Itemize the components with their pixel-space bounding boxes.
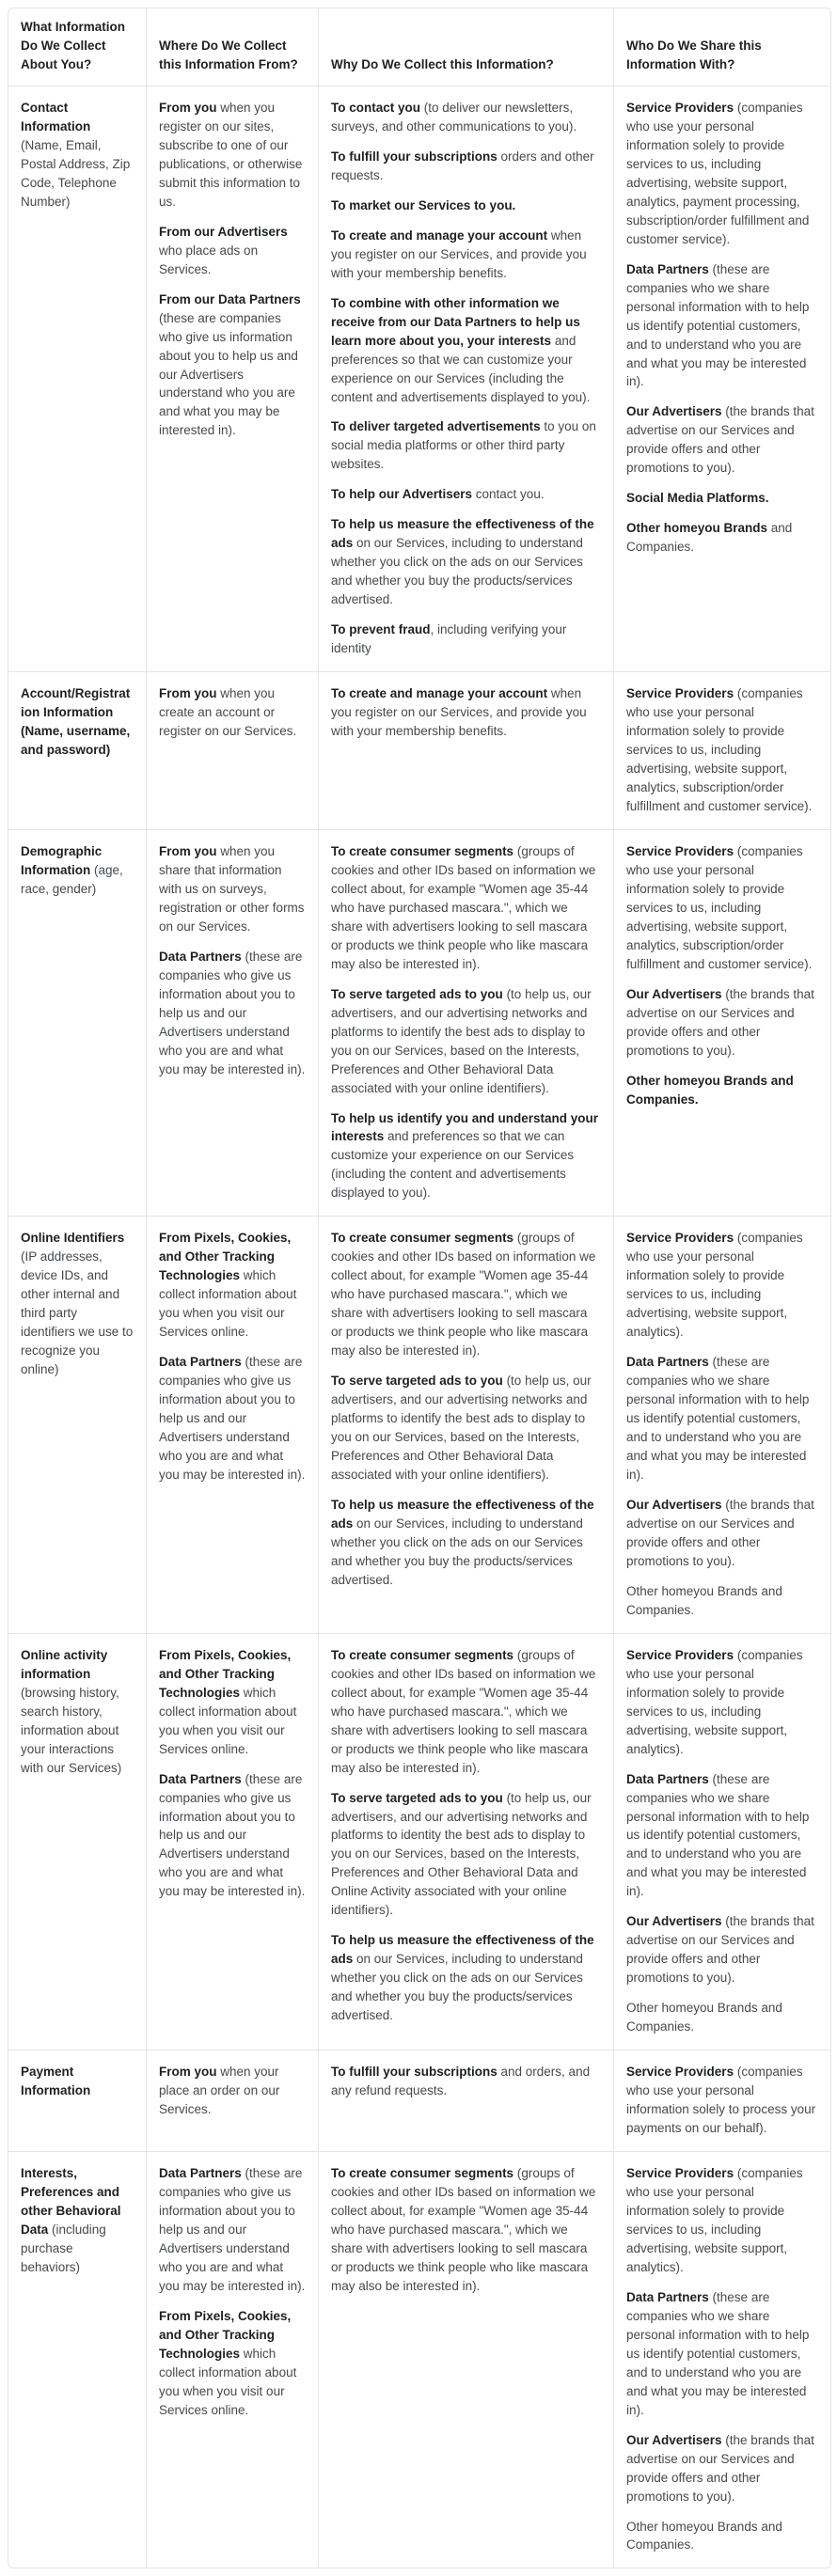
bold-text: Other homeyou Brands	[626, 521, 768, 536]
regular-text: (to deliver our newsletters, surveys, and other communications to you).	[331, 100, 577, 134]
regular-text: (these are companies who give us information about you to help us and our Advertisers understand who you are and what you may be interested in).	[159, 310, 298, 438]
bold-text: To create consumer segments	[331, 1647, 514, 1662]
table-cell-what	[8, 2050, 147, 2152]
regular-text: (the brands that advertise on our Services and provide offers and other promotions to you).	[626, 1497, 814, 1568]
regular-text: and preferences so that we can customize your experience on our Services (including the content and advertisements displayed to you).	[331, 333, 591, 404]
cell-paragraph	[626, 402, 818, 478]
regular-text: (these are companies who we share personal information with to help us identify potential customers, and to understand who you are and what you may be interested in).	[626, 2289, 810, 2417]
regular-text: which collect information about you when you visit our Services online.	[159, 2346, 297, 2417]
regular-text: (the brands that advertise on our Services and provide offers and other promotions to you).	[626, 986, 814, 1058]
bold-text: To serve targeted ads to you	[331, 1374, 503, 1389]
regular-text: (these are companies who we share personal information with to help us identify potential customers, and to understand who you are and what you may be interested in).	[626, 1355, 810, 1482]
cell-paragraph	[331, 294, 601, 407]
regular-text: (these are companies who give us information about you to help us and our Advertisers understand who you are and what you may be interested in).	[159, 2166, 306, 2293]
cell-paragraph	[331, 1931, 601, 2025]
bold-text: From you	[159, 100, 217, 115]
column-header-where: Where Do We Collect this Information From?	[147, 8, 319, 86]
cell-paragraph	[331, 485, 601, 504]
cell-paragraph	[159, 99, 306, 212]
table-row-online-identifiers	[8, 1217, 830, 1633]
table-row-account-registration-information	[8, 672, 830, 830]
cell-paragraph	[159, 1229, 306, 1342]
regular-text: (companies who use your personal information solely to provide services to us, including advertising, website support, analytics, subscription/order fulfillment and customer service).	[626, 843, 813, 971]
table-cell-what	[8, 1634, 147, 2050]
bold-text: Data Partners	[159, 949, 242, 964]
regular-text: (the brands that advertise on our Services and provide offers and other promotions to you).	[626, 2432, 814, 2504]
cell-paragraph	[626, 842, 818, 974]
regular-text: which collect information about you when you visit our Services online.	[159, 1685, 297, 1756]
bold-text: To help us identify you and understand your interests	[331, 1110, 599, 1144]
bold-text: Account/Registration Information (Name, username, and password)	[21, 686, 131, 758]
table-row-demographic-information	[8, 830, 830, 1217]
table-cell-what	[8, 86, 147, 672]
bold-text: From Pixels, Cookies, and Other Tracking Technologies	[159, 1647, 292, 1700]
cell-paragraph	[159, 948, 306, 1079]
cell-paragraph	[626, 1646, 818, 1759]
bold-text: To fulfill your subscriptions	[331, 2065, 497, 2080]
regular-text: (to help us, our advertisers, and our advertising networks and platforms to identify the best ads to display to you on our Services, based on the Interests, Preferences and Other Behavioral Data associated with your online identifiers).	[331, 1374, 592, 1482]
table-cell-what	[8, 2152, 147, 2568]
bold-text: Service Providers	[626, 1231, 734, 1246]
cell-paragraph	[21, 2164, 134, 2277]
table-cell-who	[614, 1634, 830, 2050]
cell-paragraph	[159, 2164, 306, 2296]
bold-text: Service Providers	[626, 2065, 734, 2080]
bold-text: Data Partners	[159, 1771, 242, 1786]
bold-text: From Pixels, Cookies, and Other Tracking Technologies	[159, 1231, 292, 1283]
cell-paragraph	[21, 2063, 134, 2100]
regular-text: (the brands that advertise on our Services and provide offers and other promotions to you).	[626, 1914, 814, 1986]
cell-paragraph	[331, 2164, 601, 2296]
table-cell-why	[319, 672, 614, 830]
cell-paragraph	[331, 842, 601, 974]
regular-text: (including purchase behaviors)	[21, 2222, 106, 2274]
cell-paragraph	[159, 2307, 306, 2420]
regular-text: when you register on our Services, and provide you with your membership benefits.	[331, 686, 587, 739]
table-cell-who	[614, 672, 830, 830]
bold-text: To market our Services to you.	[331, 197, 516, 212]
column-header-why: Why Do We Collect this Information?	[319, 8, 614, 86]
regular-text: , including verifying your identity	[331, 622, 567, 656]
bold-text: Social Media Platforms.	[626, 491, 769, 506]
bold-text: To combine with other information we receive from our Data Partners to help us learn more about you, your interests	[331, 295, 580, 348]
header-row	[8, 8, 830, 86]
cell-paragraph	[331, 515, 601, 609]
table-cell-where	[147, 1634, 319, 2050]
regular-text: (Name, Email, Postal Address, Zip Code, Telephone Number)	[21, 137, 131, 209]
data-collection-table	[8, 8, 831, 2568]
regular-text: (groups of cookies and other IDs based on information we collect about, for example "Women age 35-44 who have purchased mascara.", which we share with advertisers looking to sell mascara or products we think people who like mascara may also be interested in).	[331, 843, 596, 971]
table-cell-where	[147, 86, 319, 672]
regular-text: (groups of cookies and other IDs based on information we collect about, for example "Women age 35-44 who have purchased mascara.", which we share with advertisers looking to sell mascara or products we think people who like mascara may also be interested in).	[331, 2166, 596, 2293]
table-cell-where	[147, 2152, 319, 2568]
regular-text: when your place an order on our Services.	[159, 2065, 280, 2117]
table-cell-why	[319, 1217, 614, 1633]
cell-paragraph	[626, 1912, 818, 1987]
table-header	[8, 8, 830, 86]
bold-text: Data Partners	[159, 2166, 242, 2181]
regular-text: which collect information about you when you visit our Services online.	[159, 1268, 297, 1340]
cell-paragraph	[626, 2288, 818, 2420]
regular-text: on our Services, including to understand whether you click on the ads on our Services and whether you buy the products/services advertised.	[331, 1516, 583, 1587]
bold-text: To create consumer segments	[331, 2166, 514, 2181]
table-cell-where	[147, 2050, 319, 2152]
cell-paragraph	[626, 99, 818, 249]
table-row-payment-information	[8, 2050, 830, 2152]
cell-paragraph	[331, 1109, 601, 1203]
cell-paragraph	[331, 1496, 601, 1590]
regular-text: when you create an account or register on our Services.	[159, 686, 297, 739]
bold-text: Data Partners	[626, 1355, 709, 1370]
bold-text: Service Providers	[626, 686, 734, 701]
regular-text: (companies who use your personal information solely to provide services to us, including advertising, website support, analytics, payment processing, subscription/order fulfillment and customer service).	[626, 100, 810, 246]
regular-text: and preferences so that we can customize your experience on our Services (including the content and advertisements displayed to you).	[331, 1129, 575, 1201]
table-cell-why	[319, 830, 614, 1217]
bold-text: To create and manage your account	[331, 686, 548, 701]
bold-text: Payment Information	[21, 2065, 91, 2098]
cell-paragraph	[21, 842, 134, 899]
cell-paragraph	[331, 620, 601, 658]
cell-paragraph	[626, 489, 818, 508]
table-cell-why	[319, 2152, 614, 2568]
regular-text: (these are companies who we share personal information with to help us identify potential customers, and to understand who you are and what you may be interested in).	[626, 1771, 810, 1899]
table-row-interests-preferences-behavioral-data	[8, 2152, 830, 2568]
regular-text: contact you.	[472, 487, 545, 502]
cell-paragraph	[626, 985, 818, 1060]
bold-text: To serve targeted ads to you	[331, 1790, 503, 1805]
regular-text: (the brands that advertise on our Services and provide offers and other promotions to you).	[626, 404, 814, 476]
bold-text: To create and manage your account	[331, 228, 548, 243]
cell-paragraph	[626, 2063, 818, 2138]
bold-text: From our Advertisers	[159, 224, 288, 239]
cell-paragraph	[626, 2164, 818, 2277]
bold-text: Online activity information	[21, 1647, 108, 1681]
cell-paragraph	[159, 291, 306, 441]
regular-text: (companies who use your personal information solely to provide services to us, including advertising, website support, analytics).	[626, 1647, 803, 1756]
regular-text: and Companies.	[626, 521, 793, 555]
table-cell-what	[8, 672, 147, 830]
cell-paragraph	[626, 1353, 818, 1484]
cell-paragraph	[331, 99, 601, 136]
bold-text: Service Providers	[626, 100, 734, 115]
bold-text: Online Identifiers	[21, 1231, 125, 1246]
bold-text: From you	[159, 2065, 217, 2080]
bold-text: Other homeyou Brands and Companies.	[626, 1073, 794, 1107]
regular-text: (to help us, our advertisers, and our advertising networks and platforms to identity the best ads to display to you on our Services, based on the Interests, Preferences and Other Behavioral Data and Online Activity associated with your online identifiers).	[331, 1790, 592, 1918]
cell-paragraph	[626, 1229, 818, 1342]
regular-text: Other homeyou Brands and Companies.	[626, 1583, 782, 1617]
table-cell-what	[8, 1217, 147, 1633]
regular-text: on our Services, including to understand whether you click on the ads on our Services and whether you buy the products/services advertised.	[331, 1952, 583, 2023]
bold-text: Interests, Preferences and other Behavioral Data	[21, 2166, 121, 2237]
bold-text: Our Advertisers	[626, 986, 722, 1001]
bold-text: Service Providers	[626, 843, 734, 858]
bold-text: To create consumer segments	[331, 1231, 514, 1246]
regular-text: (these are companies who give us information about you to help us and our Advertisers understand who you are and what you may be interested in).	[159, 949, 306, 1076]
regular-text: (browsing history, search history, information about your interactions with our Services)	[21, 1685, 122, 1775]
table-cell-what	[8, 830, 147, 1217]
cell-paragraph	[159, 1770, 306, 1902]
cell-paragraph	[21, 1229, 134, 1379]
cell-paragraph	[626, 260, 818, 392]
table-cell-why	[319, 86, 614, 672]
regular-text: (companies who use your personal information solely to provide services to us, including advertising, website support, analytics).	[626, 1231, 803, 1340]
cell-paragraph	[626, 2518, 818, 2555]
bold-text: To deliver targeted advertisements	[331, 419, 541, 434]
cell-paragraph	[159, 842, 306, 936]
regular-text: (companies who use your personal information solely to provide services to us, including advertising, website support, analytics).	[626, 2166, 803, 2274]
cell-paragraph	[331, 196, 601, 215]
cell-paragraph	[626, 684, 818, 816]
cell-paragraph	[331, 227, 601, 283]
regular-text: (companies who use your personal information solely to process your payments on our behalf).	[626, 2065, 816, 2136]
bold-text: Service Providers	[626, 2166, 734, 2181]
regular-text: who place ads on Services.	[159, 243, 259, 276]
column-header-who: Who Do We Share this Information With?	[614, 8, 830, 86]
cell-paragraph	[159, 223, 306, 279]
regular-text: Other homeyou Brands and Companies.	[626, 2001, 782, 2034]
bold-text: Our Advertisers	[626, 1497, 722, 1512]
bold-text: Contact Information	[21, 100, 91, 134]
table-cell-where	[147, 830, 319, 1217]
bold-text: Our Advertisers	[626, 2432, 722, 2447]
regular-text: (these are companies who give us information about you to help us and our Advertisers understand who you are and what you may be interested in).	[159, 1771, 306, 1899]
regular-text: (IP addresses, device IDs, and other internal and third party identifiers we use to recognize you online)	[21, 1249, 134, 1377]
bold-text: Our Advertisers	[626, 404, 722, 419]
bold-text: From our Data Partners	[159, 291, 301, 306]
regular-text: (these are companies who give us information about you to help us and our Advertisers understand who you are and what you may be interested in).	[159, 1355, 306, 1482]
bold-text: From you	[159, 686, 217, 701]
bold-text: Demographic Information	[21, 843, 103, 877]
bold-text: To help our Advertisers	[331, 487, 473, 502]
regular-text: orders and other requests.	[331, 149, 594, 182]
regular-text: on our Services, including to understand whether you click on the ads on our Services and whether you buy the products/services advertised.	[331, 536, 583, 607]
bold-text: Our Advertisers	[626, 1914, 722, 1929]
cell-paragraph	[626, 519, 818, 557]
regular-text: when you register on our Services, and provide you with your membership benefits.	[331, 228, 587, 280]
cell-paragraph	[331, 1372, 601, 1484]
cell-paragraph	[626, 1496, 818, 1571]
cell-paragraph	[626, 1999, 818, 2036]
table-cell-where	[147, 1217, 319, 1633]
regular-text: Other homeyou Brands and Companies.	[626, 2519, 782, 2552]
bold-text: Service Providers	[626, 1647, 734, 1662]
bold-text: To contact you	[331, 100, 421, 115]
bold-text: To help us measure the effectiveness of the ads	[331, 517, 594, 551]
table-cell-who	[614, 2152, 830, 2568]
bold-text: To prevent fraud	[331, 622, 431, 637]
bold-text: To serve targeted ads to you	[331, 986, 503, 1001]
cell-paragraph	[331, 1789, 601, 1921]
cell-paragraph	[21, 1646, 134, 1778]
cell-paragraph	[331, 148, 601, 185]
cell-paragraph	[331, 985, 601, 1098]
table-cell-where	[147, 672, 319, 830]
bold-text: To help us measure the effectiveness of the ads	[331, 1497, 594, 1531]
cell-paragraph	[21, 99, 134, 212]
table-row-contact-information	[8, 86, 830, 672]
bold-text: To create consumer segments	[331, 843, 514, 858]
bold-text: Data Partners	[626, 1771, 709, 1786]
regular-text: (companies who use your personal information solely to provide services to us, including advertising, website support, analytics, subscription/order fulfillment and customer service).	[626, 686, 813, 813]
cell-paragraph	[159, 684, 306, 741]
bold-text: Data Partners	[626, 2289, 709, 2304]
cell-paragraph	[331, 1229, 601, 1360]
bold-text: To fulfill your subscriptions	[331, 149, 497, 164]
bold-text: From you	[159, 843, 217, 858]
bold-text: Data Partners	[626, 261, 709, 276]
regular-text: (groups of cookies and other IDs based on information we collect about, for example "Women age 35-44 who have purchased mascara.", which we share with advertisers looking to sell mascara or products we think people who like mascara may also be interested in).	[331, 1231, 596, 1359]
cell-paragraph	[159, 2063, 306, 2119]
table-row-online-activity-information	[8, 1634, 830, 2050]
cell-paragraph	[331, 684, 601, 741]
regular-text: and orders, and any refund requests.	[331, 2065, 591, 2098]
cell-paragraph	[331, 1646, 601, 1778]
regular-text: when you share that information with us on surveys, registration or other forms on our Services.	[159, 843, 305, 934]
cell-paragraph	[159, 1646, 306, 1759]
bold-text: From Pixels, Cookies, and Other Tracking Technologies	[159, 2308, 292, 2361]
cell-paragraph	[626, 1072, 818, 1109]
regular-text: (to help us, our advertisers, and our advertising networks and platforms to identify the best ads to display to you on our Services, based on the Interests, Preferences and Other Behavioral Data associated with your online identifiers).	[331, 986, 592, 1095]
cell-paragraph	[626, 1582, 818, 1620]
table-body	[8, 86, 830, 2568]
cell-paragraph	[626, 1770, 818, 1902]
regular-text: to you on social media platforms or other third party websites.	[331, 419, 596, 472]
bold-text: To help us measure the effectiveness of the ads	[331, 1933, 594, 1967]
bold-text: Data Partners	[159, 1355, 242, 1370]
table-cell-who	[614, 1217, 830, 1633]
cell-paragraph	[159, 1353, 306, 1484]
table-cell-who	[614, 830, 830, 1217]
cell-paragraph	[331, 2063, 601, 2100]
regular-text: (groups of cookies and other IDs based on information we collect about, for example "Women age 35-44 who have purchased mascara.", which we share with advertisers looking to sell mascara or products we think people who like mascara may also be interested in).	[331, 1647, 596, 1775]
table-cell-why	[319, 1634, 614, 2050]
regular-text: (these are companies who we share personal information with to help us identify potential customers, and to understand who you are and what you may be interested in).	[626, 261, 810, 389]
table-cell-who	[614, 86, 830, 672]
cell-paragraph	[21, 684, 134, 760]
table-cell-why	[319, 2050, 614, 2152]
table-cell-who	[614, 2050, 830, 2152]
column-header-what: What Information Do We Collect About You?	[8, 8, 147, 86]
regular-text: when you register on our sites, subscribe to one of our publications, or otherwise submit this information to us.	[159, 100, 303, 209]
cell-paragraph	[331, 417, 601, 474]
regular-text: (age, race, gender)	[21, 862, 123, 896]
